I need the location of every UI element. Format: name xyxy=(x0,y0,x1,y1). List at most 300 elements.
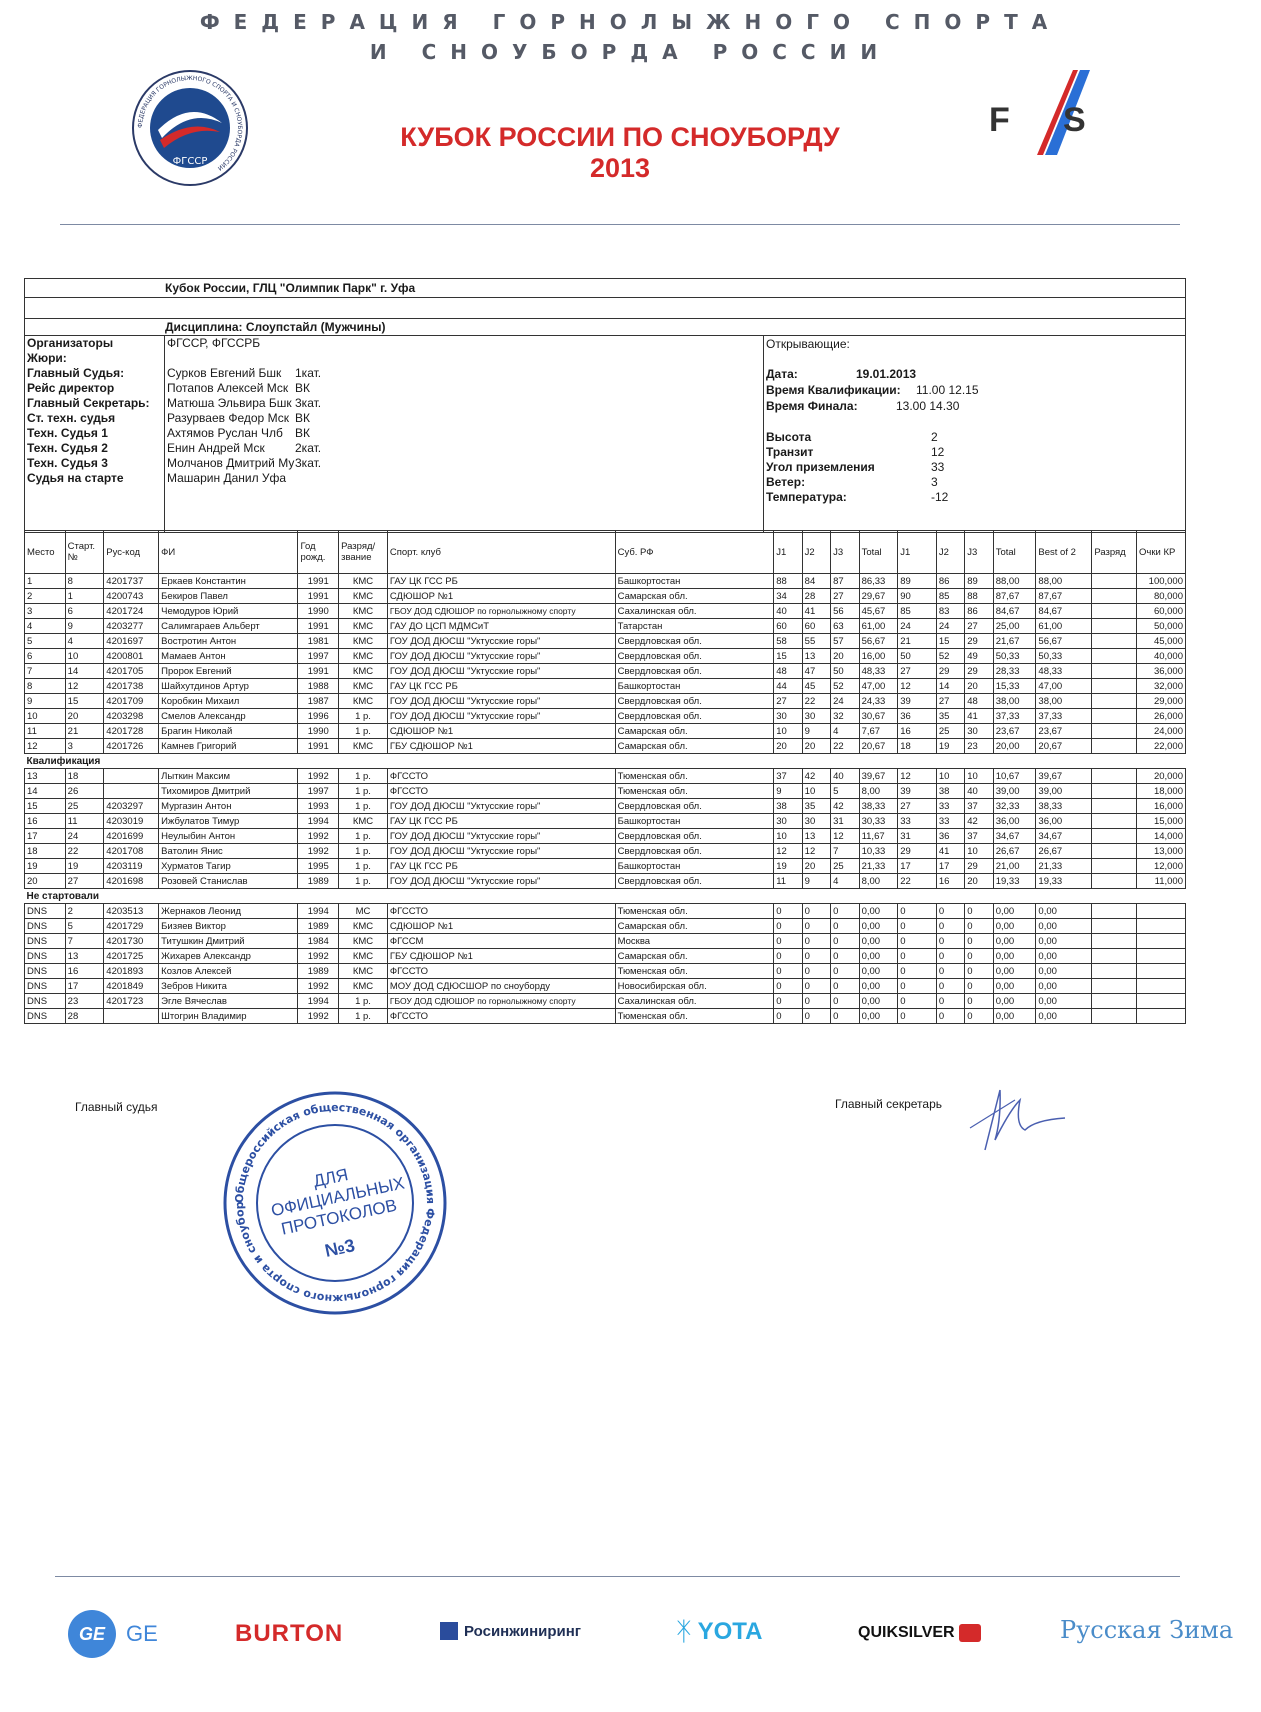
table-cell: 24,000 xyxy=(1137,724,1186,739)
table-cell: 21 xyxy=(65,724,104,739)
table-cell: ГБОУ ДОД СДЮШОР по горнолыжному спорту xyxy=(387,604,615,619)
table-cell: 0 xyxy=(802,1009,830,1024)
official-name: Потапов Алексей Мск xyxy=(167,381,289,395)
table-cell: 18 xyxy=(65,769,104,784)
table-cell: 1 р. xyxy=(339,799,388,814)
table-cell xyxy=(1092,739,1137,754)
table-cell: 0 xyxy=(831,949,859,964)
table-cell: 0 xyxy=(802,964,830,979)
table-cell: 56,67 xyxy=(859,634,898,649)
table-cell: 10,33 xyxy=(859,844,898,859)
table-cell: 20 xyxy=(774,739,802,754)
table-cell: 10 xyxy=(965,769,993,784)
table-cell: 0 xyxy=(831,904,859,919)
table-cell: 17 xyxy=(25,829,66,844)
table-cell: 0 xyxy=(898,964,937,979)
table-cell: 1993 xyxy=(298,799,339,814)
table-cell: 4203277 xyxy=(104,619,159,634)
table-cell: 12,000 xyxy=(1137,859,1186,874)
table-cell: 39 xyxy=(898,694,937,709)
table-cell: 20,000 xyxy=(1137,769,1186,784)
sponsor-burton: BURTON xyxy=(235,1620,344,1647)
official-role: Техн. Судья 2 xyxy=(27,441,108,455)
table-cell: 0 xyxy=(802,979,830,994)
table-cell: КМС xyxy=(339,619,388,634)
table-cell: 0,00 xyxy=(859,949,898,964)
table-cell: 29 xyxy=(965,859,993,874)
table-cell: КМС xyxy=(339,979,388,994)
column-header: ФИ xyxy=(159,531,298,574)
table-cell: 50,33 xyxy=(1036,649,1092,664)
table-cell: 37,33 xyxy=(1036,709,1092,724)
table-cell: Жихарев Александр xyxy=(159,949,298,964)
table-cell: 0 xyxy=(936,979,964,994)
table-cell: 27 xyxy=(65,874,104,889)
table-cell: 7,67 xyxy=(859,724,898,739)
table-cell: 0,00 xyxy=(993,979,1036,994)
table-cell: ГАУ ЦК ГСС РБ xyxy=(387,814,615,829)
table-cell: 30 xyxy=(802,709,830,724)
table-cell: 11 xyxy=(65,814,104,829)
table-cell xyxy=(1092,844,1137,859)
header-divider xyxy=(60,224,1180,225)
table-cell: 4 xyxy=(25,619,66,634)
table-row xyxy=(25,904,1186,919)
table-cell: 12 xyxy=(25,739,66,754)
table-cell: 0,00 xyxy=(859,994,898,1009)
table-cell: 41 xyxy=(965,709,993,724)
table-cell: 33 xyxy=(936,799,964,814)
table-cell: Тюменская обл. xyxy=(615,904,774,919)
table-cell: 36 xyxy=(898,709,937,724)
table-cell xyxy=(1092,859,1137,874)
table-cell: 5 xyxy=(65,919,104,934)
official-name: Сурков Евгений Бшк xyxy=(167,366,282,380)
table-cell xyxy=(104,1009,159,1024)
table-cell: Самарская обл. xyxy=(615,589,774,604)
table-cell: 61,00 xyxy=(1036,619,1092,634)
official-name xyxy=(167,351,295,366)
table-cell: 39,00 xyxy=(1036,784,1092,799)
table-cell: 0,00 xyxy=(1036,949,1092,964)
official-role: Рейс директор xyxy=(27,381,115,395)
table-cell: DNS xyxy=(25,919,66,934)
table-cell: 27 xyxy=(774,694,802,709)
table-cell: 20 xyxy=(802,739,830,754)
table-cell: 10 xyxy=(802,784,830,799)
column-header: J2 xyxy=(936,531,964,574)
table-cell: 22 xyxy=(65,844,104,859)
table-cell: Свердловская обл. xyxy=(615,709,774,724)
table-cell: 5 xyxy=(831,784,859,799)
table-cell: 20 xyxy=(965,874,993,889)
table-cell: ГОУ ДОД ДЮСШ "Уктусские горы" xyxy=(387,799,615,814)
table-cell xyxy=(104,784,159,799)
table-cell: 4203297 xyxy=(104,799,159,814)
table-cell: 0 xyxy=(965,964,993,979)
table-cell xyxy=(1092,934,1137,949)
column-header: Очки КР xyxy=(1137,531,1186,574)
table-cell: Коробкин Михаил xyxy=(159,694,298,709)
table-cell: 0 xyxy=(965,934,993,949)
table-cell: 47 xyxy=(802,664,830,679)
column-header: J1 xyxy=(898,531,937,574)
table-cell: 19 xyxy=(65,859,104,874)
table-cell: 0 xyxy=(774,964,802,979)
table-cell: 0 xyxy=(898,994,937,1009)
table-cell: 40 xyxy=(774,604,802,619)
table-cell: DNS xyxy=(25,949,66,964)
table-cell: 34,67 xyxy=(993,829,1036,844)
table-cell: ГАУ ЦК ГСС РБ xyxy=(387,859,615,874)
table-cell: 1994 xyxy=(298,904,339,919)
official-stamp xyxy=(220,1088,450,1318)
table-cell: 2 xyxy=(25,589,66,604)
table-cell: 0,00 xyxy=(993,949,1036,964)
official-entry xyxy=(167,411,763,426)
table-cell: 23,67 xyxy=(993,724,1036,739)
table-cell: Козлов Алексей xyxy=(159,964,298,979)
table-cell: 1990 xyxy=(298,724,339,739)
table-cell: 36,00 xyxy=(993,814,1036,829)
table-cell: 6 xyxy=(65,604,104,619)
table-cell: 19 xyxy=(936,739,964,754)
table-cell: СДЮШОР №1 xyxy=(387,919,615,934)
table-cell: 24 xyxy=(898,619,937,634)
table-cell: 12 xyxy=(65,679,104,694)
table-row xyxy=(25,604,1186,619)
section-row xyxy=(25,754,1186,769)
table-cell: 87,67 xyxy=(1036,589,1092,604)
table-cell: ГОУ ДОД ДЮСШ "Уктусские горы" xyxy=(387,649,615,664)
column-header: Рус-код xyxy=(104,531,159,574)
table-row xyxy=(25,844,1186,859)
table-cell: 1997 xyxy=(298,649,339,664)
table-cell: МС xyxy=(339,904,388,919)
table-cell: 12 xyxy=(774,844,802,859)
table-cell: DNS xyxy=(25,904,66,919)
table-cell: КМС xyxy=(339,919,388,934)
table-cell: 21,33 xyxy=(1036,859,1092,874)
table-cell: 0,00 xyxy=(859,919,898,934)
table-cell: 42 xyxy=(965,814,993,829)
table-cell: 87,67 xyxy=(993,589,1036,604)
table-cell: 63 xyxy=(831,619,859,634)
table-cell: Мамаев Антон xyxy=(159,649,298,664)
table-cell: 48,33 xyxy=(859,664,898,679)
column-header: Год рожд. xyxy=(298,531,339,574)
table-cell: 52 xyxy=(936,649,964,664)
table-cell: 9 xyxy=(802,724,830,739)
ge-logo-icon: GE xyxy=(68,1610,116,1658)
table-cell xyxy=(1137,994,1186,1009)
table-cell: 0 xyxy=(936,934,964,949)
table-cell: КМС xyxy=(339,604,388,619)
table-cell: 1992 xyxy=(298,844,339,859)
table-cell: 1991 xyxy=(298,589,339,604)
table-cell: 0 xyxy=(965,949,993,964)
table-cell: Татарстан xyxy=(615,619,774,634)
table-cell: 27 xyxy=(898,664,937,679)
table-cell xyxy=(1092,784,1137,799)
table-cell: 0 xyxy=(898,949,937,964)
table-cell: 25 xyxy=(831,859,859,874)
table-cell: ФГССТО xyxy=(387,1009,615,1024)
table-cell: 19,33 xyxy=(993,874,1036,889)
table-cell: 1992 xyxy=(298,829,339,844)
table-cell: 9 xyxy=(25,694,66,709)
table-cell xyxy=(1092,604,1137,619)
table-row xyxy=(25,784,1186,799)
table-cell: 1981 xyxy=(298,634,339,649)
table-cell: 15,33 xyxy=(993,679,1036,694)
table-cell: 0 xyxy=(898,1009,937,1024)
table-cell: 22 xyxy=(898,874,937,889)
official-entry xyxy=(167,351,763,366)
table-cell: 0 xyxy=(774,934,802,949)
table-cell: 8,00 xyxy=(859,784,898,799)
table-cell: 52 xyxy=(831,679,859,694)
official-role: Судья на старте xyxy=(27,471,124,485)
table-cell: 14,000 xyxy=(1137,829,1186,844)
federation-title-line2: И СНОУБОРДА РОССИИ xyxy=(369,40,892,64)
official-name: Машарин Данил Уфа xyxy=(167,471,287,485)
table-cell: 33 xyxy=(936,814,964,829)
table-row xyxy=(25,769,1186,784)
table-cell: ФГССМ xyxy=(387,934,615,949)
table-cell: 7 xyxy=(65,934,104,949)
table-cell: 30 xyxy=(774,814,802,829)
table-cell: 28 xyxy=(802,589,830,604)
table-cell: 22,000 xyxy=(1137,739,1186,754)
table-cell: 0 xyxy=(774,904,802,919)
table-cell: 4201729 xyxy=(104,919,159,934)
table-cell: 16,00 xyxy=(859,649,898,664)
table-cell: ГОУ ДОД ДЮСШ "Уктусские горы" xyxy=(387,844,615,859)
sponsor-quiksilver: QUIKSILVER xyxy=(858,1624,981,1642)
table-cell: 5 xyxy=(25,634,66,649)
table-cell: 1 р. xyxy=(339,724,388,739)
table-cell: 10 xyxy=(774,829,802,844)
table-cell: 0 xyxy=(898,919,937,934)
table-row xyxy=(25,919,1186,934)
table-cell: Самарская обл. xyxy=(615,949,774,964)
table-cell: СДЮШОР №1 xyxy=(387,724,615,739)
table-cell xyxy=(1092,694,1137,709)
table-cell: 1991 xyxy=(298,739,339,754)
table-cell: 0,00 xyxy=(993,994,1036,1009)
svg-text:ФГССР: ФГССР xyxy=(172,156,208,167)
height-label: Высота xyxy=(766,430,812,444)
table-cell: 4201697 xyxy=(104,634,159,649)
table-cell: 12 xyxy=(898,679,937,694)
table-cell: 1 xyxy=(25,574,66,589)
table-cell: 50 xyxy=(898,649,937,664)
table-cell: 27 xyxy=(936,694,964,709)
table-cell: 0 xyxy=(831,1009,859,1024)
table-cell: 31 xyxy=(831,814,859,829)
table-cell xyxy=(1092,919,1137,934)
table-cell xyxy=(1092,574,1137,589)
table-cell: 49 xyxy=(965,649,993,664)
official-category: ВК xyxy=(295,426,310,440)
table-cell: 1994 xyxy=(298,814,339,829)
table-cell: 14 xyxy=(936,679,964,694)
table-cell: 4201709 xyxy=(104,694,159,709)
table-cell: Свердловская обл. xyxy=(615,664,774,679)
table-cell: КМС xyxy=(339,814,388,829)
table-cell: 21,33 xyxy=(859,859,898,874)
table-row xyxy=(25,619,1186,634)
table-cell: 34,67 xyxy=(1036,829,1092,844)
table-cell: 0 xyxy=(774,949,802,964)
official-category: 3кат. xyxy=(295,396,322,410)
table-cell: 0 xyxy=(936,919,964,934)
table-cell: 29,67 xyxy=(859,589,898,604)
stamp-number: №3 xyxy=(323,1235,357,1261)
official-role: Ст. техн. судья xyxy=(27,411,116,425)
table-cell: 50 xyxy=(831,664,859,679)
table-row xyxy=(25,964,1186,979)
table-cell: 17 xyxy=(65,979,104,994)
table-cell: 0,00 xyxy=(1036,964,1092,979)
table-cell: 1992 xyxy=(298,769,339,784)
table-cell xyxy=(1092,799,1137,814)
svg-text:F: F xyxy=(989,101,1010,139)
table-cell: 20,67 xyxy=(1036,739,1092,754)
table-cell: 0 xyxy=(936,964,964,979)
table-cell xyxy=(1092,679,1137,694)
table-cell: МОУ ДОД СДЮСШОР по сноуборду xyxy=(387,979,615,994)
date-value: 19.01.2013 xyxy=(856,367,917,381)
table-cell: ГОУ ДОД ДЮСШ "Уктусские горы" xyxy=(387,634,615,649)
table-cell: 4201737 xyxy=(104,574,159,589)
table-cell: КМС xyxy=(339,949,388,964)
table-cell: 17 xyxy=(936,859,964,874)
table-cell: 23 xyxy=(965,739,993,754)
table-cell: Зебров Никита xyxy=(159,979,298,994)
table-cell: 20 xyxy=(65,709,104,724)
table-cell: 35 xyxy=(802,799,830,814)
qual-time-value: 11.00 12.15 xyxy=(916,383,979,397)
footer-divider xyxy=(55,1576,1180,1577)
table-cell: 1 р. xyxy=(339,784,388,799)
table-cell: 24 xyxy=(65,829,104,844)
table-cell: 1991 xyxy=(298,574,339,589)
table-cell: 1984 xyxy=(298,934,339,949)
table-cell: 3 xyxy=(25,604,66,619)
table-cell: Сахалинская обл. xyxy=(615,994,774,1009)
table-cell xyxy=(1092,874,1137,889)
table-cell: 88,00 xyxy=(993,574,1036,589)
final-time-label: Время Финала: xyxy=(766,399,858,413)
table-cell: 25 xyxy=(65,799,104,814)
table-cell: 18 xyxy=(898,739,937,754)
official-role: Техн. Судья 1 xyxy=(27,426,108,440)
official-role: Главный Судья: xyxy=(27,366,125,380)
table-cell: 83 xyxy=(936,604,964,619)
table-cell: Мургазин Антон xyxy=(159,799,298,814)
table-cell: 37 xyxy=(774,769,802,784)
table-cell: 26,67 xyxy=(993,844,1036,859)
table-row xyxy=(25,679,1186,694)
table-cell: 86 xyxy=(936,574,964,589)
table-cell: Свердловская обл. xyxy=(615,844,774,859)
table-cell: 0 xyxy=(802,934,830,949)
table-cell: Самарская обл. xyxy=(615,739,774,754)
table-cell: 16 xyxy=(25,814,66,829)
table-cell: 25,00 xyxy=(993,619,1036,634)
svg-text:Общероссийская общественная ор: Общероссийская общественная организация Федерация горнолыжного спорта и сноубор xyxy=(232,1100,438,1306)
table-cell: 13 xyxy=(65,949,104,964)
table-cell: 0 xyxy=(898,934,937,949)
table-cell xyxy=(104,769,159,784)
table-cell: 0 xyxy=(965,904,993,919)
table-cell: 18,000 xyxy=(1137,784,1186,799)
official-name: ФГССР, ФГССРБ xyxy=(167,336,261,350)
official-name: Матюша Эльвира Бшк xyxy=(167,396,292,410)
table-cell: 29 xyxy=(936,664,964,679)
table-cell: 44 xyxy=(774,679,802,694)
fgssr-logo xyxy=(130,68,250,188)
table-cell: 0 xyxy=(831,919,859,934)
table-cell: 1997 xyxy=(298,784,339,799)
table-cell: 47,00 xyxy=(859,679,898,694)
table-cell: 15 xyxy=(65,694,104,709)
table-cell: 42 xyxy=(802,769,830,784)
table-cell: Башкортостан xyxy=(615,814,774,829)
table-cell: 2 xyxy=(65,904,104,919)
table-cell: КМС xyxy=(339,964,388,979)
table-row xyxy=(25,649,1186,664)
table-cell: 10 xyxy=(965,844,993,859)
table-row xyxy=(25,874,1186,889)
table-cell: 9 xyxy=(774,784,802,799)
table-cell: ГБОУ ДОД СДЮШОР по горнолыжному спорту xyxy=(387,994,615,1009)
table-cell: 16 xyxy=(65,964,104,979)
table-cell: 11,67 xyxy=(859,829,898,844)
column-header: Место xyxy=(25,531,66,574)
table-cell: 33 xyxy=(898,814,937,829)
table-cell: 86 xyxy=(965,604,993,619)
table-cell: 41 xyxy=(802,604,830,619)
table-header xyxy=(25,531,1186,574)
table-cell: 60,000 xyxy=(1137,604,1186,619)
table-cell: Пророк Евгений xyxy=(159,664,298,679)
table-cell: 17 xyxy=(898,859,937,874)
table-cell: Брагин Николай xyxy=(159,724,298,739)
table-cell: 16 xyxy=(898,724,937,739)
table-cell: 36,000 xyxy=(1137,664,1186,679)
table-cell: 7 xyxy=(831,844,859,859)
table-cell: Самарская обл. xyxy=(615,919,774,934)
section-row xyxy=(25,889,1186,904)
table-cell: 13,000 xyxy=(1137,844,1186,859)
table-cell xyxy=(1092,949,1137,964)
table-cell: 14 xyxy=(25,784,66,799)
table-cell: 0 xyxy=(965,919,993,934)
table-row xyxy=(25,814,1186,829)
table-cell: 60 xyxy=(774,619,802,634)
transit-label: Транзит xyxy=(766,445,814,459)
official-category: ВК xyxy=(295,381,310,395)
table-cell: 87 xyxy=(831,574,859,589)
table-cell: 32,000 xyxy=(1137,679,1186,694)
table-cell: Ватолин Янис xyxy=(159,844,298,859)
table-cell: 15 xyxy=(774,649,802,664)
table-cell: 0 xyxy=(774,1009,802,1024)
table-cell: 0 xyxy=(965,1009,993,1024)
